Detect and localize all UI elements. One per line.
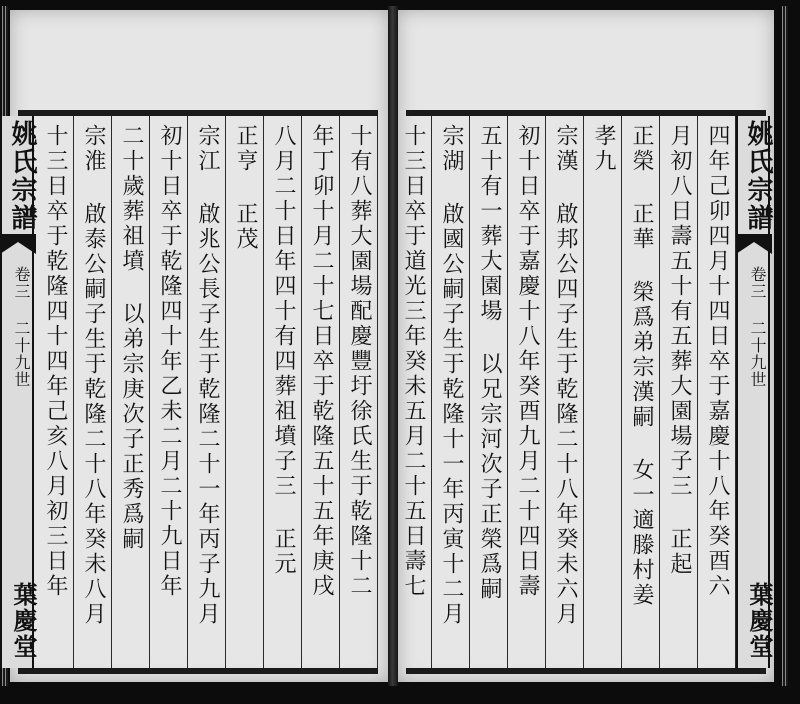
text-column: 宗湖 啟國公嗣子生于乾隆十一年丙寅十二月 — [432, 116, 470, 668]
juan-label: 卷三 二十九世 — [748, 266, 767, 388]
text-column: 正榮 正華 榮爲弟宗漢嗣 女一適滕村姜 — [622, 116, 660, 668]
text-column: 五十有一葬大園場 以兄宗河次子正榮爲嗣 — [470, 116, 508, 668]
right-text-frame — [401, 110, 774, 674]
text-column: 年丁卯十月二十七日卒于乾隆五十五年庚戌 — [302, 116, 340, 668]
text-column: 初十日卒于乾隆四十年乙未二月二十九日年 — [150, 116, 188, 668]
book-title: 姚氏宗譜 — [7, 120, 37, 232]
left-page — [7, 10, 388, 682]
text-column: 十三日卒于道光三年癸未五月二十五日壽七 — [394, 116, 432, 668]
text-column: 十有八葬大園場配慶豐圩徐氏生于乾隆十二 — [340, 116, 378, 668]
juan-label: 卷三 二十九世 — [12, 266, 31, 388]
fishtail-mark — [0, 234, 36, 254]
text-column: 宗漢 啟邦公四子生于乾隆二十八年癸未六月 — [546, 116, 584, 668]
book-title: 姚氏宗譜 — [743, 120, 773, 232]
text-column: 初十日卒于嘉慶十八年癸酉九月二十四日壽 — [508, 116, 546, 668]
text-column: 十三日卒于乾隆四十四年己亥八月初三日年 — [36, 116, 74, 668]
left-text-frame — [7, 110, 378, 674]
right-page — [398, 10, 774, 682]
text-column: 月初八日壽五十有五葬大園場子三 正起 — [660, 116, 698, 668]
text-column: 四年己卯四月十四日卒于嘉慶十八年癸酉六 — [698, 116, 736, 668]
page-edge-right — [782, 6, 788, 686]
text-column: 宗江 啟兆公長子生于乾隆二十一年丙子九月 — [188, 116, 226, 668]
text-column: 宗淮 啟泰公嗣子生于乾隆二十八年癸未八月 — [74, 116, 112, 668]
text-column: 正亨 正茂 — [226, 116, 264, 668]
hall-name: 葉慶堂 — [9, 582, 38, 660]
text-column: 孝九 — [584, 116, 622, 668]
hall-name: 葉慶堂 — [745, 582, 774, 660]
left-margin-banxin — [0, 116, 38, 668]
text-column: 八月二十日年四十有四葬祖墳子三 正元 — [264, 116, 302, 668]
right-margin-banxin — [736, 116, 774, 668]
fishtail-mark — [736, 234, 772, 254]
text-column: 二十歲葬祖墳 以弟宗庚次子正秀爲嗣 — [112, 116, 150, 668]
